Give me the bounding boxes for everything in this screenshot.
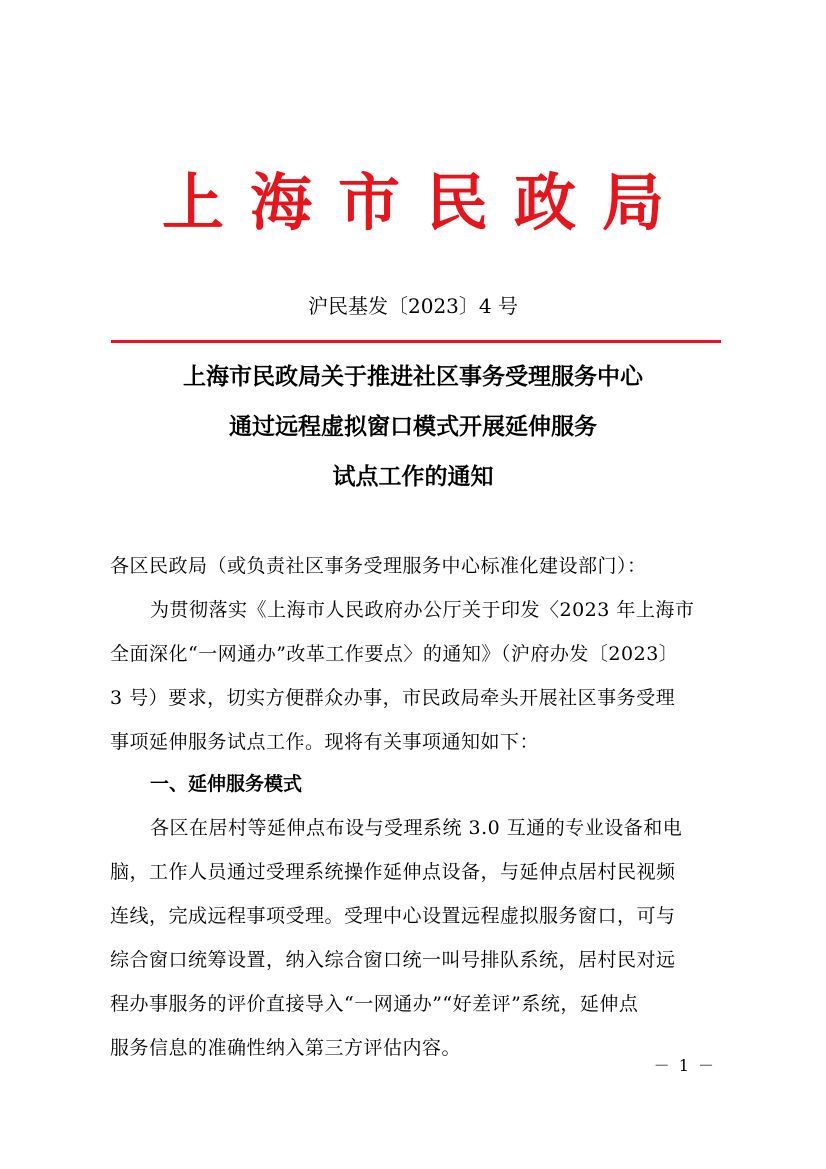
section-1-line-6: 服务信息的准确性纳入第三方评估内容。 xyxy=(110,1037,462,1059)
document-number: 沪民基发〔2023〕4 号 xyxy=(308,294,518,318)
intro-line-2: 全面深化“一网通办”改革工作要点〉的通知》（沪府办发〔2023〕 xyxy=(110,643,679,665)
intro-line-4: 事项延伸服务试点工作。现将有关事项通知如下： xyxy=(110,731,540,753)
title-line-2: 通过远程虚拟窗口模式开展延伸服务 xyxy=(229,414,597,440)
section-1-line-1: 各区在居村等延伸点布设与受理系统 3.0 互通的专业设备和电 xyxy=(150,817,683,839)
section-1-line-4: 综合窗口统筹设置，纳入综合窗口统一叫号排队系统，居村民对远 xyxy=(110,949,676,971)
section-1-line-2: 脑，工作人员通过受理系统操作延伸点设备，与延伸点居村民视频 xyxy=(110,861,676,883)
intro-line-1: 为贯彻落实《上海市人民政府办公厅关于印发〈2023 年上海市 xyxy=(150,599,695,621)
section-1-heading: 一、延伸服务模式 xyxy=(150,773,303,795)
page-number: － 1 － xyxy=(653,1056,716,1075)
title-line-1: 上海市民政局关于推进社区事务受理服务中心 xyxy=(183,364,643,390)
intro-line-3: 3 号）要求，切实方便群众办事，市民政局牵头开展社区事务受理 xyxy=(110,687,676,709)
title-line-3: 试点工作的通知 xyxy=(332,464,494,490)
red-separator-line xyxy=(111,340,721,343)
section-1-line-3: 连线，完成远程事项受理。受理中心设置远程虚拟服务窗口，可与 xyxy=(110,905,676,927)
addressee: 各区民政局（或负责社区事务受理服务中心标准化建设部门）： xyxy=(110,555,647,577)
section-1-line-5: 程办事服务的评价直接导入“一网通办”“好差评”系统，延伸点 xyxy=(110,993,639,1015)
issuer-masthead: 上海市民政局 xyxy=(161,166,690,239)
